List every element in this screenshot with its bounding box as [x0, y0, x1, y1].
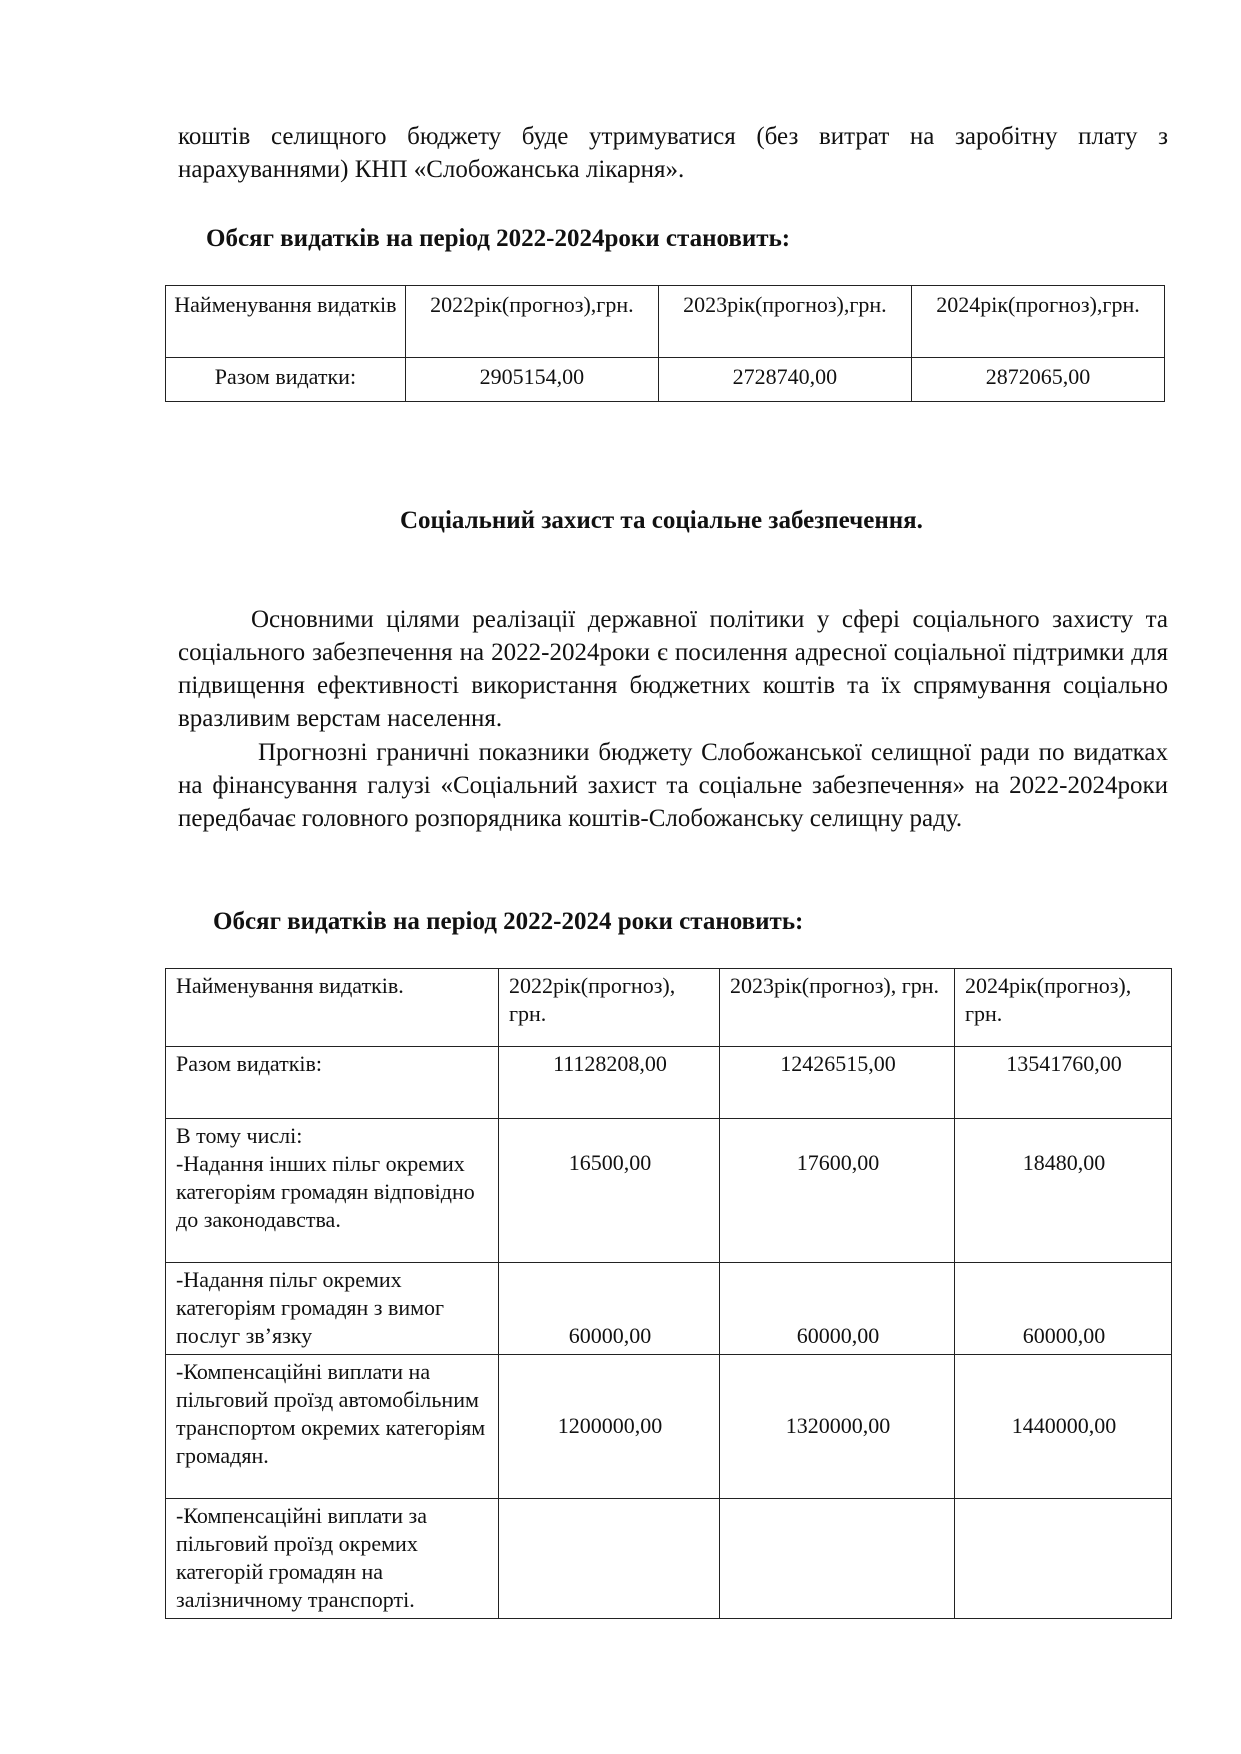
table-header-cell: 2023рік(прогноз), грн.	[720, 969, 955, 1047]
table-cell	[499, 1499, 720, 1619]
paragraph-goals: Основними цілями реалізації державної політики у сфері соціального захисту та соціального забезпечення на 2022-2024роки є посилення адресної соціальної підтримки для підвищення ефективності використання бюджетних коштів та їх спрямування соціально вразливим верстам населення.	[178, 606, 1168, 732]
table-header-cell: 2022рік(прогноз),грн.	[405, 286, 658, 358]
table-header-cell: 2022рік(прогноз), грн.	[499, 969, 720, 1047]
heading-expenses-1: Обсяг видатків на період 2022-2024роки становить:	[206, 225, 791, 252]
table-cell: 2728740,00	[658, 358, 911, 402]
table-cell: 11128208,00	[499, 1047, 720, 1119]
table-cell: -Надання пільг окремих категоріям громадян з вимог послуг зв’язку	[166, 1263, 499, 1355]
table-row	[166, 358, 1165, 402]
table-header-cell: 2024рік(прогноз), грн.	[955, 969, 1172, 1047]
table-cell: Разом видатки:	[166, 358, 406, 402]
intro-paragraph: коштів селищного бюджету буде утримуватися (без витрат на заробітну плату з нарахуваннями) КНП «Слобожанська лікарня».	[178, 123, 1168, 183]
table-header-row	[166, 286, 1165, 358]
table-cell: 13541760,00	[955, 1047, 1172, 1119]
table-cell: 1320000,00	[720, 1355, 955, 1499]
table-cell: -Компенсаційні виплати на пільговий проїзд автомобільним транспортом окремих категоріям громадян.	[166, 1355, 499, 1499]
table-cell: 1440000,00	[955, 1355, 1172, 1499]
table-cell: 1200000,00	[499, 1355, 720, 1499]
expenses-table-2	[165, 968, 1172, 1619]
paragraph-indicators: Прогнозні граничні показники бюджету Слобожанської селищної ради по видатках на фінансування галузі «Соціальний захист та соціальне забезпечення» на 2022-2024роки передбачає головного розпорядника коштів-Слобожанську селищну раду.	[178, 739, 1168, 832]
table-header-cell: 2024рік(прогноз),грн.	[911, 286, 1164, 358]
table-cell: 2872065,00	[911, 358, 1164, 402]
table-cell	[720, 1499, 955, 1619]
table-cell	[955, 1499, 1172, 1619]
table-cell: 60000,00	[499, 1263, 720, 1355]
table-cell: 12426515,00	[720, 1047, 955, 1119]
table-header-cell: 2023рік(прогноз),грн.	[658, 286, 911, 358]
table-cell: 60000,00	[720, 1263, 955, 1355]
table-header-cell: Найменування видатків	[166, 286, 406, 358]
table-cell: 16500,00	[499, 1119, 720, 1263]
table-cell: 18480,00	[955, 1119, 1172, 1263]
table-cell: 2905154,00	[405, 358, 658, 402]
table-cell: 60000,00	[955, 1263, 1172, 1355]
table-cell: Разом видатків:	[166, 1047, 499, 1119]
table-cell: 17600,00	[720, 1119, 955, 1263]
table-cell: В тому числі: -Надання інших пільг окремих категоріям громадян відповідно до законодавства.	[166, 1119, 499, 1263]
table-row	[166, 1047, 1172, 1119]
section-title: Соціальний захист та соціальне забезпечення.	[400, 507, 923, 534]
table-header-cell: Найменування видатків.	[166, 969, 499, 1047]
table-row	[166, 1263, 1172, 1355]
expenses-table-1	[165, 285, 1165, 402]
table-row	[166, 1119, 1172, 1263]
table-row	[166, 1355, 1172, 1499]
table-row	[166, 1499, 1172, 1619]
heading-expenses-2: Обсяг видатків на період 2022-2024 роки становить:	[213, 908, 804, 935]
table-cell: -Компенсаційні виплати за пільговий проїзд окремих категорій громадян на залізничному транспорті.	[166, 1499, 499, 1619]
table-header-row	[166, 969, 1172, 1047]
